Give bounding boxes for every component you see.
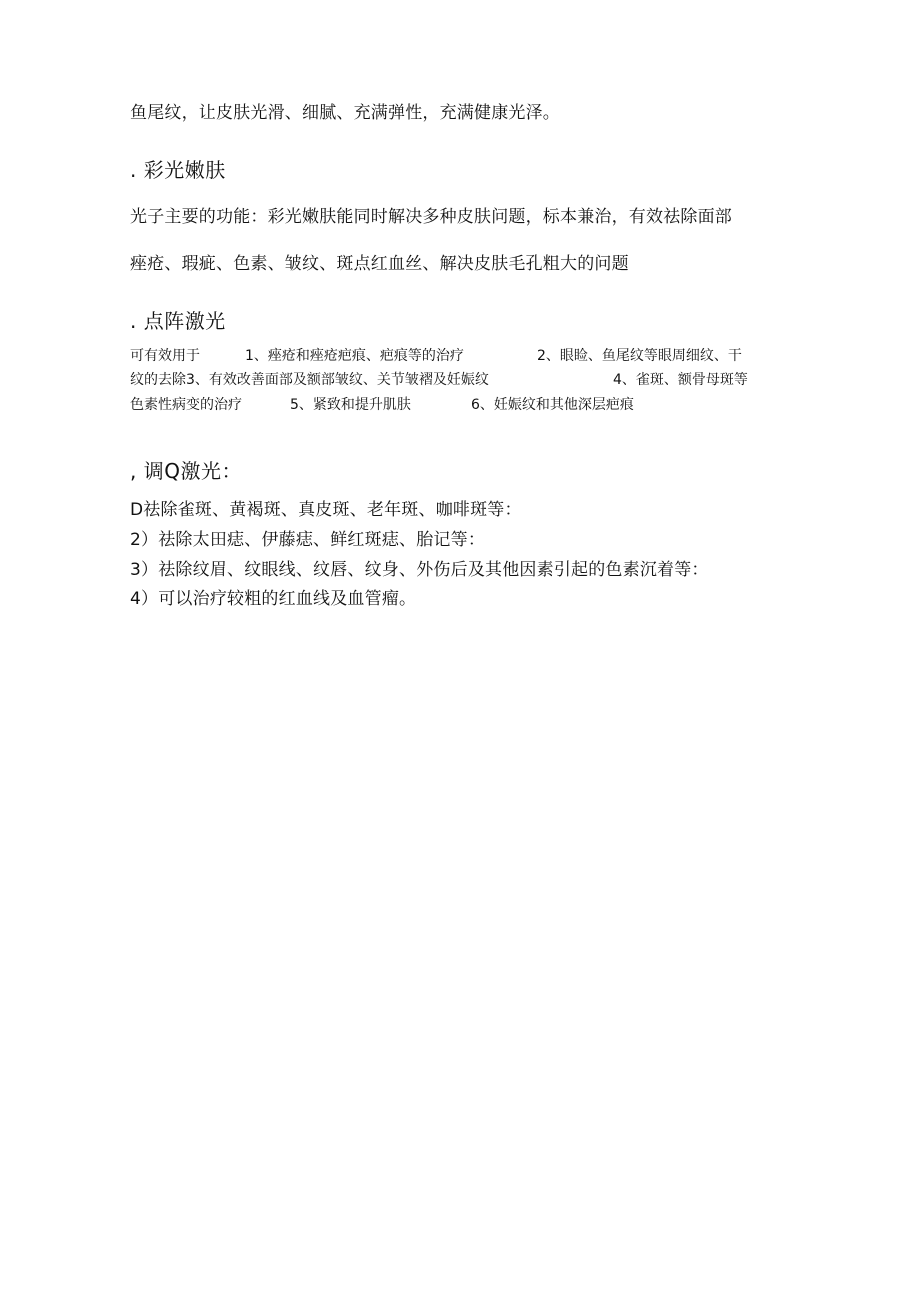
color-light-heading: . 彩光嫩肤: [130, 158, 226, 182]
q-laser-item-3: 3）祛除纹眉、纹眼线、纹唇、纹身、外伤后及其他因素引起的色素沉着等：: [130, 560, 709, 580]
color-light-line-2: 痤疮、瑕疵、色素、皱纹、斑点红血丝、解决皮肤毛孔粗大的问题: [130, 254, 629, 274]
intro-line: 鱼尾纹，让皮肤光滑、细腻、充满弹性，充满健康光泽。: [130, 103, 560, 123]
fractional-row-1-c: 2、眼睑、鱼尾纹等眼周细纹、干: [537, 348, 742, 364]
q-laser-item-1: D祛除雀斑、黄褐斑、真皮斑、老年斑、咖啡斑等：: [130, 500, 522, 520]
fractional-row-1-a: 可有效用于: [130, 348, 200, 364]
q-laser-item-2: 2）祛除太田痣、伊藤痣、鲜红斑痣、胎记等：: [130, 530, 486, 550]
fractional-row-1-b: 1、痤疮和痤疮疤痕、疤痕等的治疗: [245, 348, 464, 364]
q-laser-heading: , 调Q激光：: [130, 459, 242, 483]
fractional-row-3-a: 色素性病变的治疗: [130, 397, 242, 413]
color-light-line-1: 光子主要的功能：彩光嫩肤能同时解决多种皮肤问题，标本兼治，有效祛除面部: [130, 207, 732, 227]
fractional-row-2-b: 4、雀斑、额骨母斑等: [613, 372, 748, 388]
q-laser-item-4: 4）可以治疗较粗的红血线及血管瘤。: [130, 589, 417, 609]
fractional-row-2-a: 纹的去除3、有效改善面部及额部皱纹、关节皱褶及妊娠纹: [130, 372, 489, 388]
fractional-heading: . 点阵激光: [130, 309, 226, 333]
fractional-row-3-c: 6、妊娠纹和其他深层疤痕: [471, 397, 634, 413]
fractional-row-3-b: 5、紧致和提升肌肤: [290, 397, 411, 413]
